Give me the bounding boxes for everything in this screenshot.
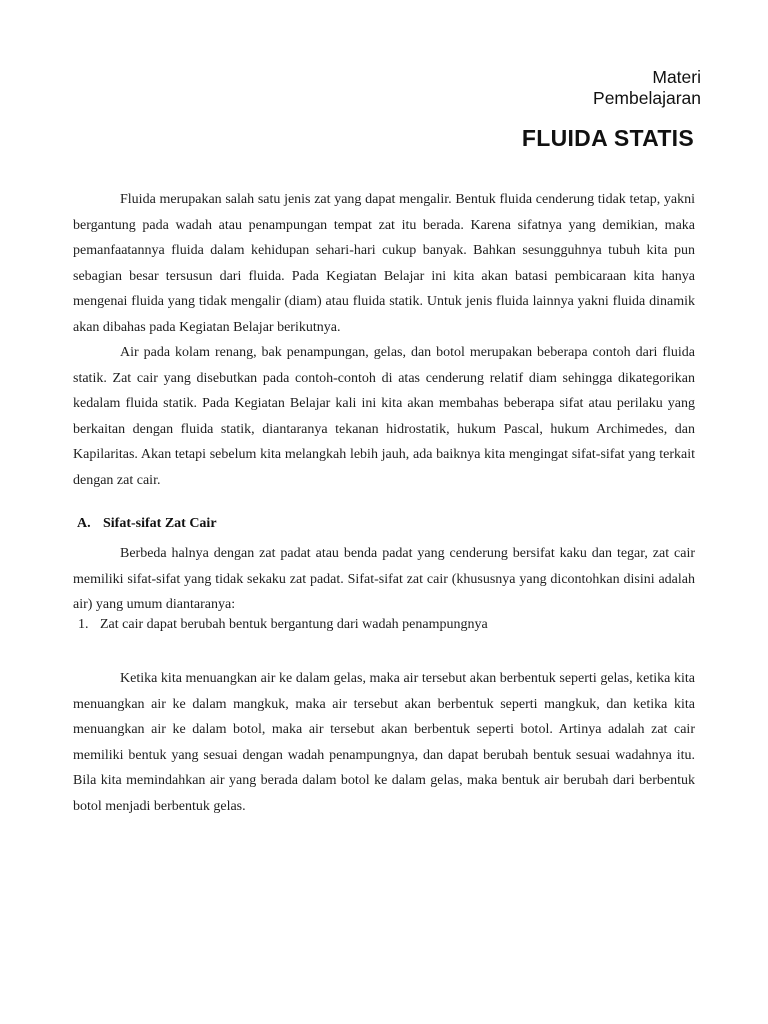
- header-line-pembelajaran: Pembelajaran: [593, 88, 701, 108]
- list-item-title: Zat cair dapat berubah bentuk bergantung dari wadah penampungnya: [100, 617, 488, 632]
- intro-paragraph-1: Fluida merupakan salah satu jenis zat yang dapat mengalir. Bentuk fluida cenderung tidak tetap, yakni bergantung pada wadah atau penampungan tempat zat itu berada. Karena sifatnya yang demikian, maka pemanfaatannya fluida dalam kehidupan sehari-hari cukup banyak. Bahkan sesungguhnya tubuh kita pun sebagian besar tersusun dari fluida. Pada Kegiatan Belajar ini kita akan batasi pembicaraan kita hanya mengenai fluida yang tidak mengalir (diam) atau fluida statik. Untuk jenis fluida lainnya yakni fluida dinamik akan dibahas pada Kegiatan Belajar berikutnya.: [73, 192, 695, 335]
- section-title: Sifat-sifat Zat Cair: [103, 516, 217, 531]
- intro-paragraph-2: Air pada kolam renang, bak penampungan, gelas, dan botol merupakan beberapa contoh dari fluida statik. Zat cair yang disebutkan pada contoh-contoh di atas cenderung relatif diam sehingga dikategorikan kedalam fluida statik. Pada Kegiatan Belajar kali ini kita akan membahas beberapa sifat atau perilaku yang berkaitan dengan fluida statik, diantaranya tekanan hidrostatik, hukum Pascal, hukum Archimedes, dan Kapilaritas. Akan tetapi sebelum kita melangkah lebih jauh, ada baiknya kita mengingat sifat-sifat yang terkait dengan zat cair.: [73, 345, 695, 488]
- list-number: 1.: [78, 617, 89, 632]
- section-letter: A.: [77, 516, 91, 531]
- section-heading-a: [77, 516, 217, 532]
- header-line-materi: Materi: [652, 67, 701, 87]
- list-item-1-heading: [78, 617, 488, 633]
- section-a-paragraph: Berbeda halnya dengan zat padat atau benda padat yang cenderung bersifat kaku dan tegar, zat cair memiliki sifat-sifat yang tidak sekaku zat padat. Sifat-sifat zat cair (khususnya yang dicontohkan disini adalah air) yang umum diantaranya:: [73, 546, 695, 612]
- document-header: [593, 67, 701, 109]
- list-item-1-paragraph: Ketika kita menuangkan air ke dalam gelas, maka air tersebut akan berbentuk seperti gelas, ketika kita menuangkan air ke dalam mangkuk, maka air tersebut akan berbentuk seperti mangkuk, dan ketika kita menuangkan air ke dalam botol, maka air tersebut akan berbentuk seperti botol. Artinya adalah zat cair memiliki bentuk yang sesuai dengan wadah penampungnya, dan dapat berubah bentuk sesuai wadahnya itu. Bila kita memindahkan air yang berada dalam botol ke dalam gelas, maka bentuk air berubah dari berbentuk botol menjadi berbentuk gelas.: [73, 671, 695, 814]
- page-title: FLUIDA STATIS: [521, 125, 694, 151]
- section-a-body: [73, 541, 695, 618]
- list-item-1-body: [73, 666, 695, 819]
- intro-section: [73, 187, 695, 493]
